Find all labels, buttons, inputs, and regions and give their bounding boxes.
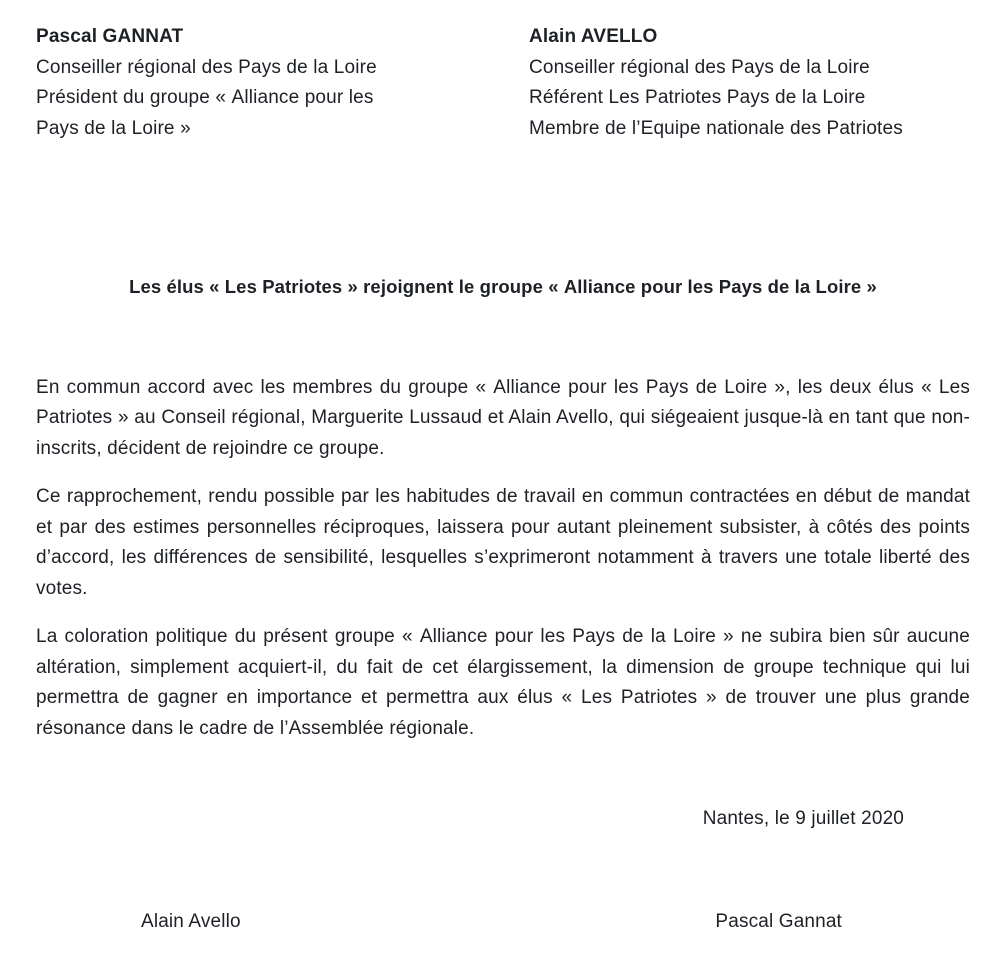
document-title: Les élus « Les Patriotes » rejoignent le groupe « Alliance pour les Pays de la Loire » <box>129 276 877 297</box>
dateline: Nantes, le 9 juillet 2020 <box>702 808 904 829</box>
signatory-right-name: Alain AVELLO <box>529 26 658 47</box>
signature-right: Pascal Gannat <box>715 910 842 932</box>
signatory-left-role-2: Président du groupe « Alliance pour les Pays de la Loire » <box>36 87 374 139</box>
signatory-block-right <box>529 22 970 144</box>
signatory-right-role-2: Référent Les Patriotes Pays de la Loire <box>529 87 866 108</box>
signatory-right-role-1: Conseiller régional des Pays de la Loire <box>529 56 870 78</box>
signatory-right-role-3: Membre de l’Equipe nationale des Patriotes <box>529 117 903 139</box>
signatures-row <box>36 907 970 938</box>
signatory-left-role-1: Conseiller régional des Pays de la Loire <box>36 56 377 78</box>
signatory-left-name: Pascal GANNAT <box>36 26 184 47</box>
signatory-block-left <box>36 22 396 144</box>
signatories-header <box>36 22 970 144</box>
paragraph-3: La coloration politique du présent groupe « Alliance pour les Pays de la Loire » ne subira bien sûr aucune altération, simplement acquiert-il, du fait de cet élargissement, la dimension de groupe technique qui lui permettra de gagner en importance et permettra aux élus « Les Patriotes » de trouver une plus grande résonance dans le cadre de l’Assemblée régionale. <box>36 626 970 739</box>
signature-left: Alain Avello <box>141 910 241 932</box>
paragraph-1: En commun accord avec les membres du groupe « Alliance pour les Pays de Loire », les deux élus « Les Patriotes » au Conseil régional, Marguerite Lussaud et Alain Avello, qui siégeaient jusque-là en tant que non-inscrits, décident de rejoindre ce groupe. <box>36 376 970 459</box>
paragraph-2: Ce rapprochement, rendu possible par les habitudes de travail en commun contractées en début de mandat et par des estimes personnelles réciproques, laissera pour autant pleinement subsister, à côtés des points d’accord, les différences de sensibilité, lesquelles s’exprimeront notamment à travers une totale liberté des votes. <box>36 486 970 599</box>
